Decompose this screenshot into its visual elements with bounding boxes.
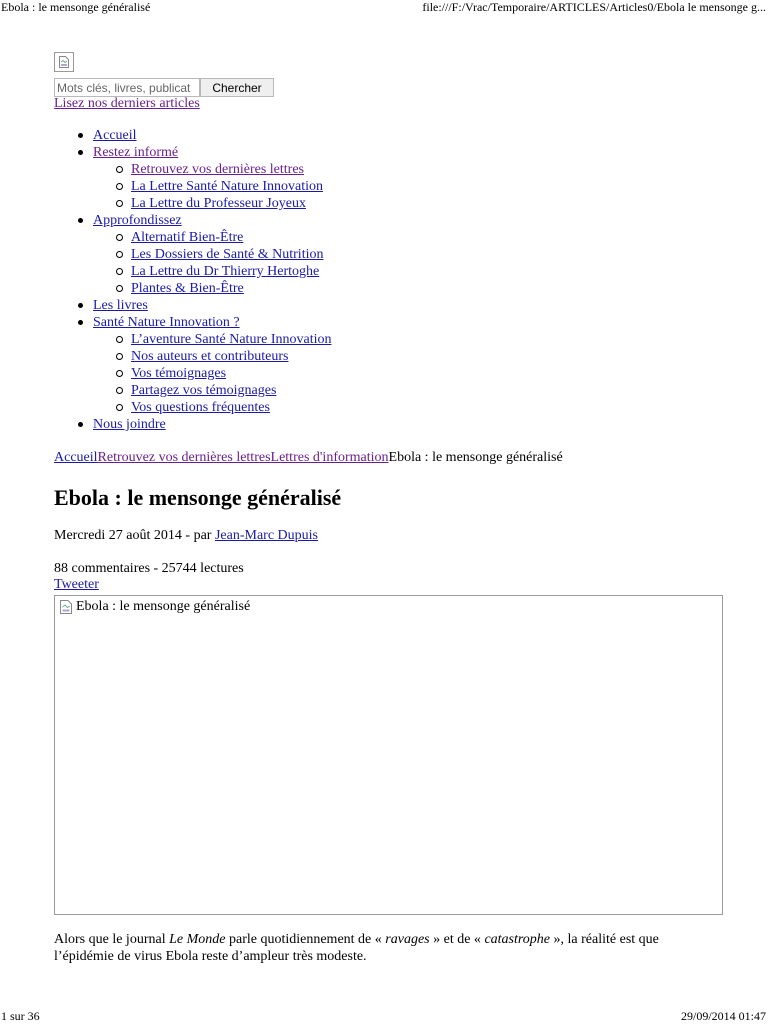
nav-link-livres[interactable]: Les livres xyxy=(93,298,148,313)
nav-link-sni[interactable]: Santé Nature Innovation ? xyxy=(93,315,240,330)
nav-item-approfondissez xyxy=(54,212,331,229)
article-paragraph xyxy=(54,931,714,965)
author-link[interactable]: Jean-Marc Dupuis xyxy=(214,528,318,543)
bullet-circle-icon xyxy=(116,353,123,360)
bullet-circle-icon xyxy=(116,234,123,241)
article-date: Mercredi 27 août 2014 - par xyxy=(54,528,215,543)
breadcrumb-newsletters-link[interactable]: Lettres d'information xyxy=(270,450,389,465)
article-hero-image xyxy=(54,595,723,915)
article-meta xyxy=(54,528,318,544)
article-title: Ebola : le mensonge généralisé xyxy=(54,485,342,510)
nav-subitem-aventure xyxy=(54,331,331,348)
nav-link-alternatif[interactable]: Alternatif Bien-Être xyxy=(131,230,244,245)
site-logo[interactable] xyxy=(54,52,74,72)
bullet-circle-icon xyxy=(116,183,123,190)
nav-item-nous-joindre xyxy=(54,416,331,433)
nav-link-plantes[interactable]: Plantes & Bien-Être xyxy=(131,281,244,296)
nav-item-restez-informe xyxy=(54,144,331,161)
nav-link-nous-joindre[interactable]: Nous joindre xyxy=(93,417,166,432)
print-header-url: file:///F:/Vrac/Temporaire/ARTICLES/Articles0/Ebola le mensonge g... xyxy=(422,0,766,14)
nav-item-accueil xyxy=(54,127,331,144)
bullet-disc-icon xyxy=(78,320,83,325)
bullet-disc-icon xyxy=(78,218,83,223)
breadcrumb-home-link[interactable]: Accueil xyxy=(54,450,98,465)
bullet-disc-icon xyxy=(78,422,83,427)
nav-subitem-questions xyxy=(54,399,331,416)
nav-subitem-dernieres-lettres xyxy=(54,161,331,178)
latest-articles-link[interactable]: Lisez nos derniers articles xyxy=(54,96,200,111)
broken-image-icon xyxy=(60,600,72,614)
nav-link-aventure[interactable]: L’aventure Santé Nature Innovation xyxy=(131,332,332,347)
bullet-disc-icon xyxy=(78,150,83,155)
nav-link-partagez[interactable]: Partagez vos témoignages xyxy=(131,383,277,398)
print-footer-page: 1 sur 36 xyxy=(1,1009,40,1023)
nav-link-dernieres-lettres[interactable]: Retrouvez vos dernières lettres xyxy=(131,162,304,177)
nav-link-lettre-joyeux[interactable]: La Lettre du Professeur Joyeux xyxy=(131,196,306,211)
bullet-circle-icon xyxy=(116,251,123,258)
paragraph-text: » et de « xyxy=(429,932,485,947)
search-input[interactable] xyxy=(54,78,200,97)
breadcrumb-current: Ebola : le mensonge généralisé xyxy=(388,450,563,465)
nav-link-accueil[interactable]: Accueil xyxy=(93,128,137,143)
nav-link-auteurs[interactable]: Nos auteurs et contributeurs xyxy=(131,349,289,364)
paragraph-emphasis: catastrophe xyxy=(484,932,551,947)
bullet-circle-icon xyxy=(116,200,123,207)
nav-subitem-lettre-joyeux xyxy=(54,195,331,212)
article-stats: 88 commentaires - 25744 lectures xyxy=(54,561,244,576)
nav-link-lettre-sni[interactable]: La Lettre Santé Nature Innovation xyxy=(131,179,324,194)
nav-subitem-dossiers xyxy=(54,246,331,263)
broken-image-icon xyxy=(59,56,69,68)
nav-subitem-hertoghe xyxy=(54,263,331,280)
nav-subitem-temoignages xyxy=(54,365,331,382)
nav-subitem-auteurs xyxy=(54,348,331,365)
tweet-link[interactable]: Tweeter xyxy=(54,577,99,592)
nav-link-hertoghe[interactable]: La Lettre du Dr Thierry Hertoghe xyxy=(131,264,320,279)
nav-subitem-alternatif xyxy=(54,229,331,246)
bullet-circle-icon xyxy=(116,404,123,411)
nav-link-temoignages[interactable]: Vos témoignages xyxy=(131,366,227,381)
nav-subitem-plantes xyxy=(54,280,331,297)
main-navigation xyxy=(54,127,331,433)
nav-link-dossiers[interactable]: Les Dossiers de Santé & Nutrition xyxy=(131,247,324,262)
bullet-circle-icon xyxy=(116,285,123,292)
bullet-circle-icon xyxy=(116,336,123,343)
paragraph-text: parle quotidiennement de « xyxy=(225,932,386,947)
bullet-circle-icon xyxy=(116,166,123,173)
bullet-circle-icon xyxy=(116,370,123,377)
nav-link-questions[interactable]: Vos questions fréquentes xyxy=(131,400,270,415)
breadcrumb xyxy=(54,450,563,466)
search-button[interactable]: Chercher xyxy=(200,78,274,97)
nav-item-livres xyxy=(54,297,331,314)
nav-link-approfondissez[interactable]: Approfondissez xyxy=(93,213,182,228)
nav-subitem-lettre-sni xyxy=(54,178,331,195)
bullet-disc-icon xyxy=(78,133,83,138)
hero-image-alt-text: Ebola : le mensonge généralisé xyxy=(76,599,251,614)
breadcrumb-letters-link[interactable]: Retrouvez vos dernières lettres xyxy=(97,450,271,465)
paragraph-text: Alors que le journal xyxy=(54,932,170,947)
bullet-circle-icon xyxy=(116,268,123,275)
print-footer-datetime: 29/09/2014 01:47 xyxy=(680,1009,766,1023)
paragraph-text: », la réalité est que l’épidémie de virus Ebola reste d’ampleur très modeste. xyxy=(54,932,659,964)
paragraph-emphasis: Le Monde xyxy=(169,932,226,947)
print-header-title: Ebola : le mensonge généralisé xyxy=(1,0,151,14)
nav-subitem-partagez xyxy=(54,382,331,399)
paragraph-emphasis: ravages xyxy=(385,932,430,947)
nav-link-restez-informe[interactable]: Restez informé xyxy=(93,145,179,160)
bullet-circle-icon xyxy=(116,387,123,394)
bullet-disc-icon xyxy=(78,303,83,308)
nav-item-sni xyxy=(54,314,331,331)
